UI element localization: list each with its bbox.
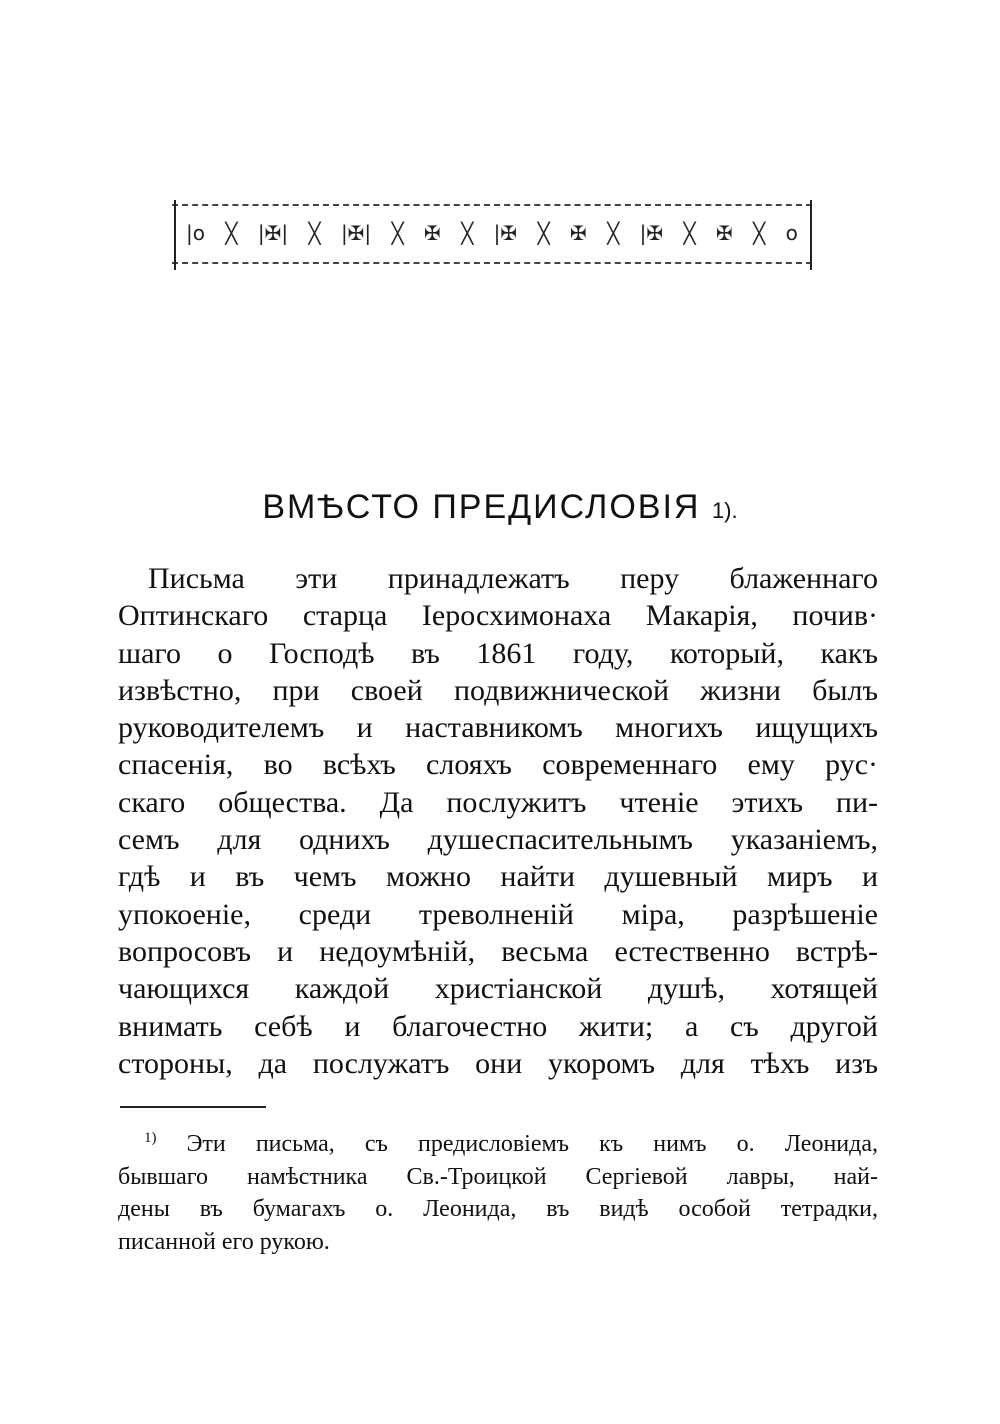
ornament-cross-band: [186, 216, 798, 250]
ornament-glyph: |✠: [639, 221, 664, 245]
ornament-glyph: ╳: [225, 221, 238, 245]
ornamental-headpiece: [172, 196, 812, 272]
body-line: семъ для однихъ душеспасительнымъ указаніемъ,: [118, 823, 878, 857]
ornament-glyph: ╳: [308, 221, 321, 245]
body-line: гдѣ и въ чемъ можно найти душевный миръ и: [118, 860, 878, 894]
body-line: чающихся каждой христіанской душѣ, хотящей: [118, 972, 878, 1006]
ornament-left-bar: [174, 200, 176, 270]
footnote-line: дены въ бумагахъ о. Леонида, въ видѣ особой тетрадки,: [118, 1196, 878, 1222]
body-line: стороны, да послужатъ они укоромъ для тѣхъ изъ: [118, 1046, 878, 1080]
ornament-glyph: |✠: [493, 221, 518, 245]
body-line: упокоеніе, среди треволненій міра, разрѣшеніе: [118, 897, 878, 931]
footnote-marker: 1): [144, 1130, 157, 1146]
body-line: скаго общества. Да послужитъ чтеніе этихъ пи-: [118, 785, 878, 819]
body-line: вопросовъ и недоумѣній, весьма естественно встрѣ-: [118, 934, 878, 968]
ornament-glyph: |✠|: [340, 221, 372, 245]
ornament-top-rule: [172, 204, 812, 206]
ornament-right-bar: [810, 200, 812, 270]
ornament-glyph: |o: [186, 221, 205, 245]
ornament-glyph: ✠: [424, 221, 441, 245]
ornament-glyph: ╳: [537, 221, 550, 245]
page-title: [0, 488, 1000, 527]
page-title-text: ВМѢСТО ПРЕДИСЛОВІЯ: [262, 488, 701, 526]
ornament-bottom-rule: [172, 262, 812, 264]
ornament-glyph: ╳: [461, 221, 474, 245]
ornament-glyph: ╳: [607, 221, 620, 245]
body-line: шаго о Господѣ въ 1861 году, который, какъ: [118, 636, 878, 670]
body-line: руководителемъ и наставникомъ многихъ ищущихъ: [118, 711, 878, 745]
ornament-glyph: o: [785, 221, 798, 245]
footnote-line: [118, 1122, 878, 1161]
ornament-glyph: ╳: [753, 221, 766, 245]
footnote-divider: [120, 1106, 266, 1108]
title-footnote-marker: 1).: [711, 498, 738, 523]
ornament-glyph: ✠: [716, 221, 733, 245]
footnote-line: бывшаго намѣстника Св.-Троицкой Сергіевой лавры, най-: [118, 1163, 878, 1190]
footnote-line-text: Эти письма, съ предисловіемъ къ нимъ о. Леонида,: [186, 1131, 879, 1157]
body-line: Оптинскаго старца Іеросхимонаха Макарія, почив·: [118, 599, 878, 633]
body-paragraph: [118, 560, 878, 1082]
body-line: спасенія, во всѣхъ слояхъ современнаго ему рус·: [118, 748, 878, 782]
body-line: внимать себѣ и благочестно жити; а съ другой: [118, 1009, 878, 1043]
footnote-line: писанной его рукою.: [118, 1228, 330, 1255]
ornament-glyph: ╳: [683, 221, 696, 245]
ornament-glyph: |✠|: [257, 221, 289, 245]
footnote: [118, 1122, 878, 1258]
body-line: извѣстно, при своей подвижнической жизни былъ: [118, 673, 878, 707]
ornament-glyph: ✠: [570, 221, 587, 245]
body-line: Письма эти принадлежатъ перу блаженнаго: [148, 562, 878, 595]
ornament-glyph: ╳: [391, 221, 404, 245]
